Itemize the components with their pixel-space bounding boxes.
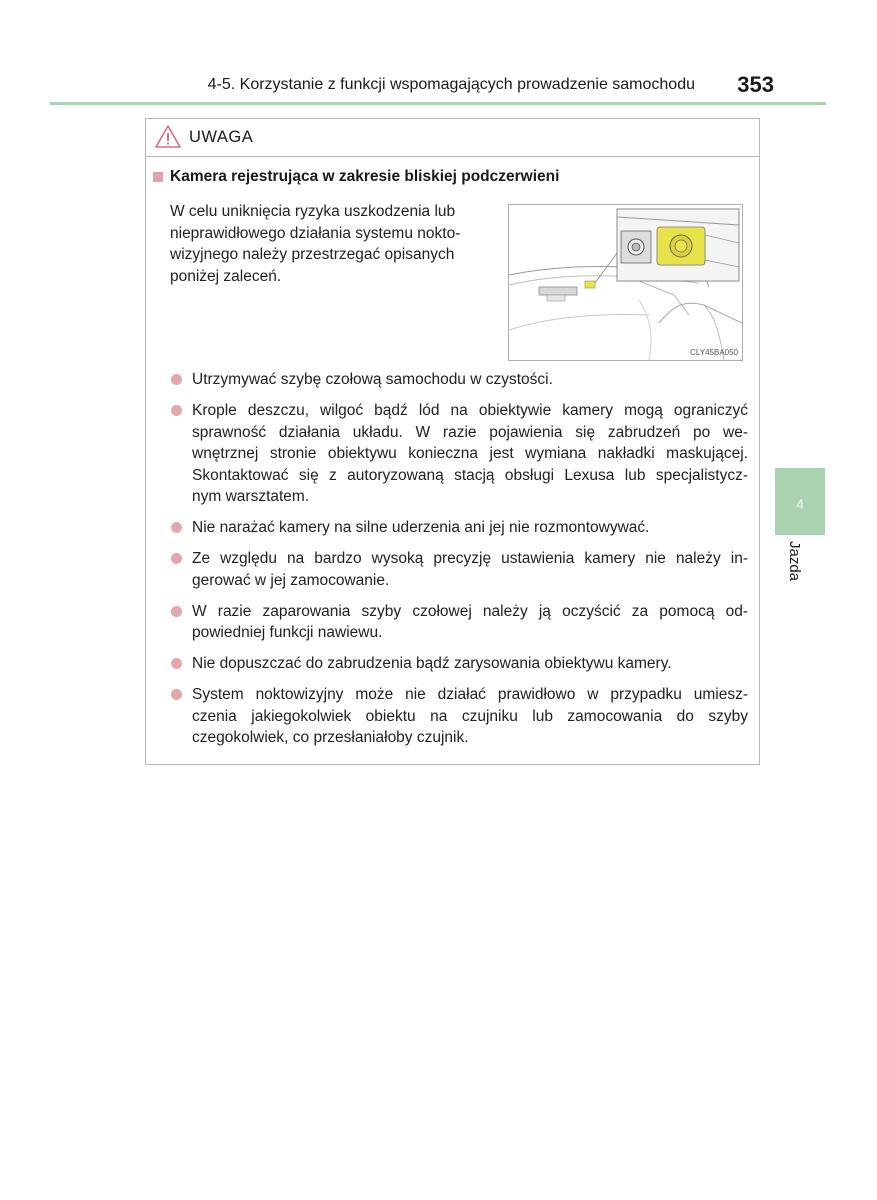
bullet-dot-icon [171, 553, 182, 564]
chapter-number: 4 [796, 496, 804, 512]
list-item [170, 684, 748, 749]
bullet-line: Krople deszczu, wilgoć bądź lód na obiektywie kamery mogą ograniczyć [192, 402, 748, 419]
figure-code: CLY45BA050 [690, 348, 738, 357]
list-item [170, 548, 748, 591]
bullet-line: Ze względu na bardzo wysoką precyzję ustawienia kamery nie należy in- [192, 550, 748, 567]
list-item [170, 653, 748, 675]
bullet-line: Skontaktować się z autoryzowaną stacją obsługi Lexusa lub specjalistycz- [192, 466, 748, 484]
running-header-title: 4-5. Korzystanie z funkcji wspomagających prowadzenie samochodu [207, 76, 695, 93]
chapter-label: Jazda [786, 541, 803, 582]
bullet-line: czegokolwiek, co przesłaniałoby czujnik. [192, 729, 469, 746]
intro-line: poniżej zaleceń. [170, 267, 282, 285]
warning-triangle-icon [154, 124, 182, 149]
section-title: Kamera rejestrująca w zakresie bliskiej podczerwieni [170, 168, 560, 185]
chapter-tab [775, 468, 825, 535]
bullet-line: powiedniej funkcji nawiewu. [192, 624, 383, 641]
bullet-line: Nie narażać kamery na silne uderzenia ani jej nie rozmontowywać. [192, 519, 650, 536]
warning-header [146, 119, 759, 157]
bullet-line: czenia jakiegokolwiek obiektu na czujniku lub zamocowania do szyby [192, 707, 748, 725]
list-item [170, 601, 748, 644]
intro-line: wizyjnego należy przestrzegać opisanych [170, 246, 455, 263]
header-rule [50, 102, 826, 105]
bullet-dot-icon [171, 522, 182, 533]
bullet-dot-icon [171, 405, 182, 416]
list-item [170, 369, 748, 391]
bullet-line: System noktowizyjny może nie działać prawidłowo w przypadku umiesz- [192, 686, 748, 703]
camera-location-illustration [508, 204, 743, 361]
intro-line: W celu uniknięcia ryzyka uszkodzenia lub [170, 203, 456, 220]
bullet-dot-icon [171, 658, 182, 669]
warning-box [145, 118, 760, 765]
bullet-dot-icon [171, 689, 182, 700]
bullet-dot-icon [171, 374, 182, 385]
list-item [170, 517, 748, 539]
warning-title: UWAGA [189, 128, 254, 146]
bullet-line: sprawność działania układu. W razie pojawienia się zabrudzeń po we- [192, 423, 748, 441]
intro-line: nieprawidłowego działania systemu nokto- [170, 224, 461, 242]
section-square-icon [153, 172, 163, 182]
bullet-line: Nie dopuszczać do zabrudzenia bądź zarysowania obiektywu kamery. [192, 655, 672, 672]
bullet-list [170, 369, 748, 758]
bullet-line: W razie zaparowania szyby czołowej należy ją oczyścić za pomocą od- [192, 602, 748, 620]
bullet-line: gerować w jej zamocowanie. [192, 571, 390, 589]
bullet-line: wnętrznej stronie obiektywu konieczna jest wymiana nakładki maskującej. [192, 445, 748, 462]
windshield-camera-drawing [509, 205, 742, 360]
bullet-line: nym warsztatem. [192, 488, 310, 505]
bullet-line: Utrzymywać szybę czołową samochodu w czystości. [192, 371, 553, 388]
page-number: 353 [737, 72, 774, 97]
list-item [170, 400, 748, 508]
bullet-dot-icon [171, 606, 182, 617]
intro-paragraph [170, 201, 500, 287]
